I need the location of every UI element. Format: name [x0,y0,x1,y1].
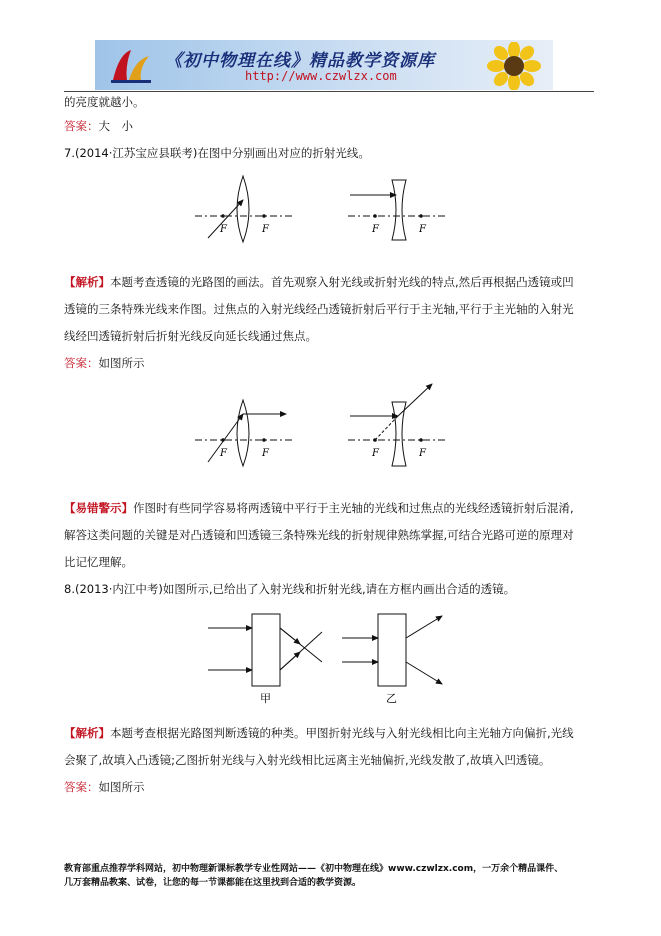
sunflower-icon [479,42,549,90]
box-jia [208,614,322,705]
concave-lens-answer [348,384,448,466]
site-url[interactable]: http://www.czwlzx.com [245,69,397,83]
text-line-top: 的亮度就越小。 [64,95,145,109]
site-title: 《初中物理在线》精品教学资源库 [165,51,435,71]
analysis-tag: 【解析】 [64,275,110,289]
figure-answer-q7 [190,378,460,468]
svg-text:F: F [419,448,426,459]
figure-q8 [200,610,460,705]
answer-text: 大 小 [98,119,133,133]
box-yi [342,614,442,705]
svg-text:F: F [419,224,426,235]
footer-line1: 教育部重点推荐学科网站，初中物理新课标教学专业性网站——《初中物理在线》www.czwlzx.com，一万余个精品课件、 [64,864,564,874]
analysis-8-line2: 会聚了,故填入凸透镜;乙图折射光线与入射光线相比远离主光轴偏折,光线发散了,故填入凹透镜。 [64,753,551,767]
convex-lens-problem [195,176,295,242]
svg-text:F: F [372,224,379,235]
convex-lens-answer [195,400,295,466]
analysis-7-line3: 线经凹透镜折射后折射光线反向延长线通过焦点。 [64,329,317,343]
answer-label: 答案： [64,119,99,133]
footer-line2: 几万套精品教案、试卷，让您的每一节课都能在这里找到合适的教学资源。 [64,878,362,888]
header-rule [64,91,594,92]
warning-line2: 解答这类问题的关键是对凸透镜和凹透镜三条特殊光线的折射规律熟练掌握,可结合光路可逆的原理对 [64,528,574,542]
figure-q7 [190,170,460,245]
concave-lens-problem [348,180,448,240]
svg-text:F: F [220,448,227,459]
label-jia: 甲 [260,692,271,705]
answer-7: 答案：如图所示 [64,356,145,370]
svg-text:F: F [262,224,269,235]
header-banner [95,40,553,90]
warning-line1: 【易错警示】作图时有些同学容易将两透镜中平行于主光轴的光线和过焦点的光线经透镜折射后混淆, [64,501,574,515]
warning-tag: 【易错警示】 [64,501,133,515]
svg-text:F: F [372,448,379,459]
warning-line3: 比记忆理解。 [64,555,133,569]
site-logo-icon [109,46,153,86]
answer-8: 答案：如图所示 [64,780,145,794]
label-yi: 乙 [386,692,397,705]
svg-text:F: F [262,448,269,459]
answer-6 [64,118,133,134]
analysis-8-line1: 【解析】本题考查根据光路图判断透镜的种类。甲图折射光线与入射光线相比向主光轴方向偏折,光线 [64,726,574,740]
question-7: 7.(2014·江苏宝应县联考)在图中分别画出对应的折射光线。 [64,146,370,160]
analysis-7-line2: 透镜的三条特殊光线来作图。过焦点的入射光线经凸透镜折射后平行于主光轴,平行于主光轴的入射光 [64,302,574,316]
question-8: 8.(2013·内江中考)如图所示,已给出了入射光线和折射光线,请在方框内画出合适的透镜。 [64,582,516,596]
svg-text:F: F [220,224,227,235]
analysis-7-line1: 【解析】本题考查透镜的光路图的画法。首先观察入射光线或折射光线的特点,然后再根据凸透镜或凹 [64,275,574,289]
